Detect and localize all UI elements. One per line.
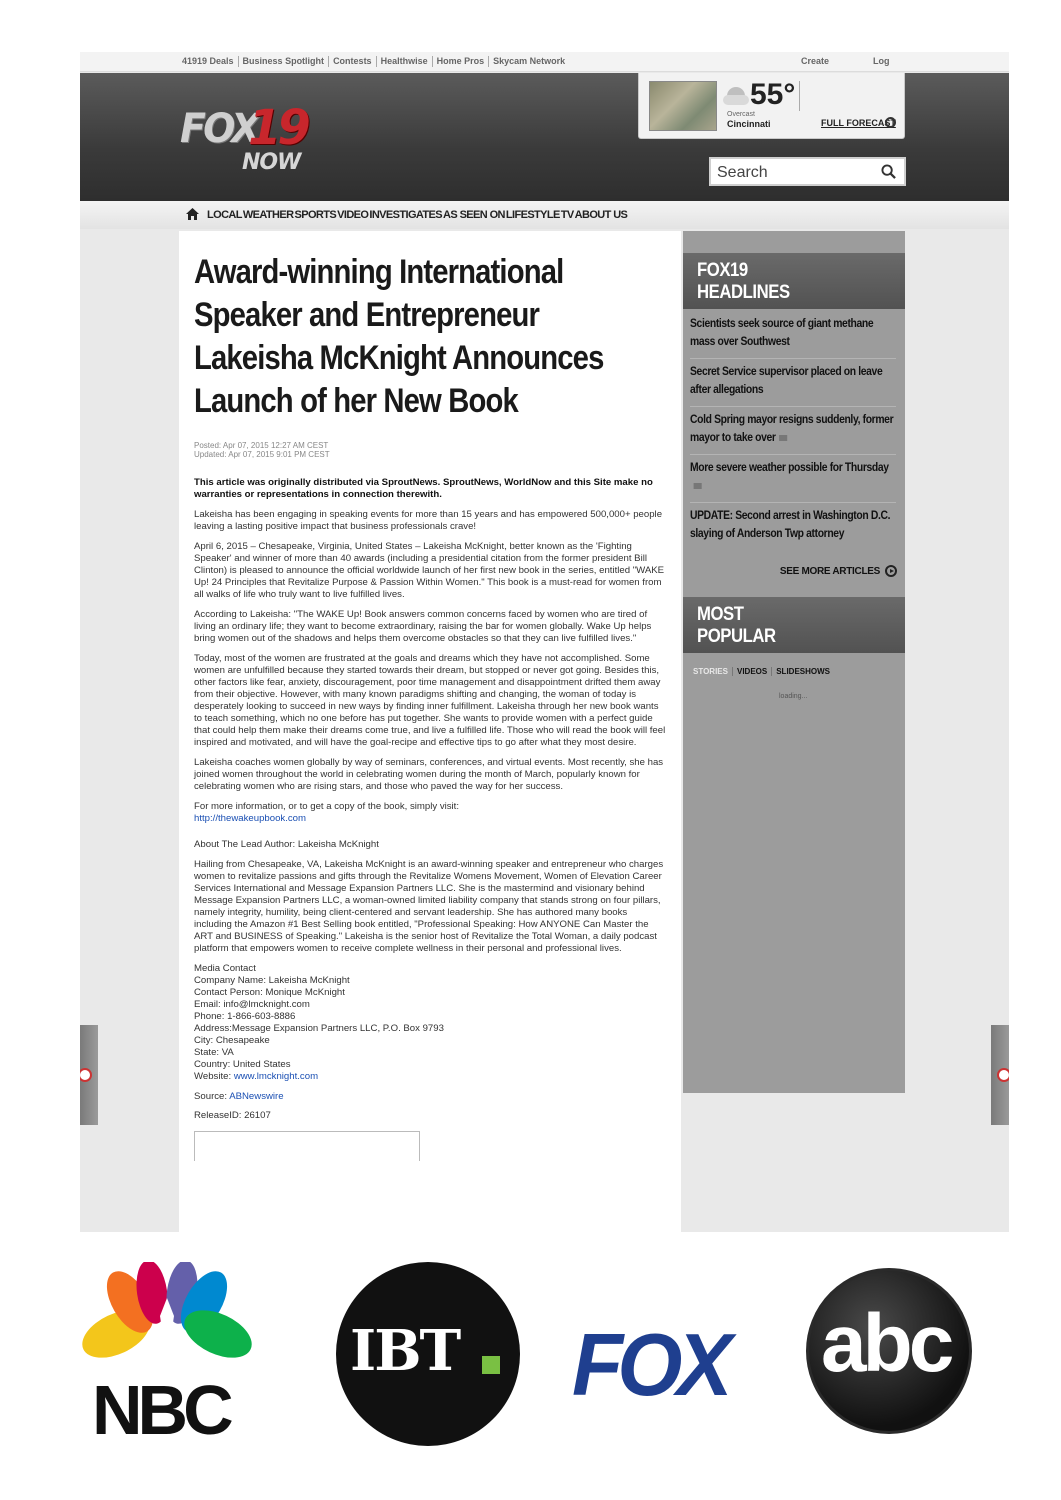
headline-item[interactable] (690, 359, 896, 407)
top-link-home-pros[interactable]: Home Pros (433, 56, 490, 67)
arrow-circle-icon[interactable] (885, 117, 896, 128)
contact-state: State: VA (194, 1047, 234, 1058)
search-icon[interactable] (881, 164, 896, 179)
popular-title-line2: POPULAR (697, 626, 776, 647)
website-label: Website: (194, 1071, 234, 1082)
full-forecast-link[interactable]: FULL FORECAST (821, 118, 896, 128)
top-link-deals[interactable]: 41919 Deals (182, 56, 239, 67)
chevron-right-icon[interactable] (80, 1068, 92, 1082)
headlines-title (697, 260, 790, 304)
top-link-skycam[interactable]: Skycam Network (493, 56, 566, 66)
posted-date: Posted: Apr 07, 2015 12:27 AM CEST (194, 441, 329, 450)
contact-heading: Media Contact (194, 963, 256, 974)
headlines-title-line1: FOX19 (697, 260, 748, 281)
popular-title-line1: MOST (697, 604, 744, 625)
article-body (179, 231, 681, 1232)
source-label: Source: (194, 1091, 230, 1102)
logo-fox-text: FOX (180, 106, 258, 152)
fox-logo: FOX (572, 1315, 727, 1414)
headlines-title-line2: HEADLINES (697, 282, 790, 303)
headline-text: UPDATE: Second arrest in Washington D.C. slaying of Anderson Twp attorney (690, 510, 891, 540)
more-info (194, 801, 667, 825)
release-id: ReleaseID: 26107 (194, 1110, 271, 1121)
weather-city: Cincinnati (727, 119, 771, 129)
weather-condition: Overcast (727, 111, 756, 118)
headlines-list (690, 311, 896, 550)
nav-lifestyle[interactable]: LIFESTYLE (505, 209, 560, 221)
most-popular-header (683, 597, 905, 653)
article-paragraph: Lakeisha coaches women globally by way of seminars, conferences, and virtual events. Most recently, she has joined women throughout the world in celebrating women during the month of March, popularly known for celebrating women who are rising stars, and those who paved the way for her success. (194, 757, 664, 792)
top-link-contests[interactable]: Contests (329, 56, 377, 67)
headline-item[interactable] (690, 311, 896, 359)
tab-stories[interactable]: STORIES (693, 667, 733, 676)
nav-local[interactable]: LOCAL (207, 209, 242, 221)
current-temperature: 55° (750, 78, 796, 111)
website-link[interactable]: www.lmcknight.com (233, 1071, 319, 1082)
home-icon[interactable] (186, 208, 199, 220)
nbc-peacock-icon (76, 1262, 258, 1372)
weather-divider (799, 81, 800, 111)
contact-website (194, 1071, 667, 1083)
network-logos (0, 1232, 1061, 1500)
article-headline: Award-winning International Speaker and Entrepreneur Lakeisha McKnight Announces Launch of her New Book (194, 253, 604, 420)
nav-video[interactable]: VIDEO (337, 209, 369, 221)
contact-address: Address:Message Expansion Partners LLC, P.O. Box 9793 (194, 1023, 444, 1034)
tab-videos[interactable]: VIDEOS (733, 667, 772, 676)
abc-text: abc (821, 1298, 951, 1389)
most-popular-title (697, 604, 776, 648)
ibt-text: IBT (350, 1318, 460, 1384)
headlines-header (683, 253, 905, 309)
site-header (80, 73, 1009, 201)
article-paragraph: Lakeisha has been engaging in speaking events for more than 15 years and has empowered 500,000+ people leaving a lasting positive impact that business professionals crave! (194, 509, 663, 532)
article-paragraph: According to Lakeisha: "The WAKE Up! Book answers common concerns faced by women who are tired of living an ordinary life; they want to become extraordinary, raising the bar for women globally. Wake Up helps bring women out of the shadows and helps them overcome obstacles so that they can live fulfilled lives." (194, 609, 652, 644)
headline-text: Secret Service supervisor placed on leave after allegations (690, 366, 883, 396)
top-link-healthwise[interactable]: Healthwise (377, 56, 433, 67)
updated-date: Updated: Apr 07, 2015 9:01 PM CEST (194, 450, 330, 459)
media-contact (194, 963, 667, 1083)
nav-sports[interactable]: SPORTS (294, 209, 337, 221)
nbc-text: NBC (92, 1371, 229, 1449)
sidebar (683, 231, 905, 1093)
contact-city: City: Chesapeake (194, 1035, 270, 1046)
nbc-logo (76, 1262, 258, 1449)
most-popular-tabs (693, 667, 834, 676)
fox19-logo[interactable] (180, 98, 315, 178)
contact-country: Country: United States (194, 1059, 291, 1070)
nav-items (207, 209, 628, 221)
comment-box[interactable] (194, 1131, 420, 1161)
browser-page (80, 52, 1009, 1232)
main-nav (80, 201, 1009, 229)
about-text: Hailing from Chesapeake, VA, Lakeisha McKnight is an award-winning speaker and entrepreneur who charges women to revitalize passions and gifts through the Revitalize Womens Movement, Women of Elevation Career Services International and Message Expansion Partners LLC. She is the mastermind and visionary behind Message Expansion Partners LLC, a woman-owned limited liability company that stands strong on four pillars, namely integrity, humility, being client-centered and servant leadership. She has authored many books including the Amazon #1 Best Selling book entitled, "Professional Speaking: How ANYONE Can Master the ART and BUSINESS of Speaking." Lakeisha is the senior host of Revitalize the Total Woman, a daily podcast platform that empowers women to receive complete wellness in their personal and professional lives. (194, 859, 664, 954)
contact-person: Contact Person: Monique McKnight (194, 987, 345, 998)
nav-investigates[interactable]: INVESTIGATES (369, 209, 443, 221)
nav-as-seen-on[interactable]: AS SEEN ON (443, 209, 505, 221)
nav-tv[interactable]: TV (560, 209, 574, 221)
ibt-green-dot (482, 1356, 500, 1374)
chevron-left-icon[interactable] (997, 1068, 1009, 1082)
next-story-tab[interactable] (991, 1025, 1009, 1125)
see-more-label: SEE MORE ARTICLES (779, 565, 880, 577)
search-input[interactable]: Search (717, 164, 768, 181)
headline-text: More severe weather possible for Thursday (690, 462, 889, 474)
weather-widget (638, 73, 905, 139)
headline-item[interactable] (690, 455, 896, 503)
prev-story-tab[interactable] (80, 1025, 98, 1125)
nav-about-us[interactable]: ABOUT US (574, 209, 628, 221)
article-paragraph: Today, most of the women are frustrated at the goals and dreams which they have not accomplished. Some women are unfulfilled because they started towards their dream, but stopped or never got going. Besides this, other factors like fear, anxiety, discouragement, poor time management and disappointment drifted them away from their objective. However, with many known paradigms shifting and changing, the woman of today is desperately looking to succeed in new ways by finding inner fulfillment. Lakeisha through her new book wants to teach something, which no one before has put together. She wants to provide women with a perfect guide that could help them make their dreams come true, and live a fulfilled life. Those who will read the book will feel inspired and motivated, and will have the goal-recipe and effective tips to go after what they most desire. (194, 653, 666, 748)
video-icon (779, 435, 787, 441)
book-link[interactable]: http://thewakeupbook.com (194, 813, 306, 824)
top-link-business-spotlight[interactable]: Business Spotlight (239, 56, 330, 67)
cloud-icon (723, 85, 751, 107)
create-link[interactable]: Create (801, 56, 830, 66)
headline-text: Cold Spring mayor resigns suddenly, former mayor to take over (690, 414, 894, 444)
ibt-logo (336, 1262, 520, 1446)
article-paragraph: April 6, 2015 – Chesapeake, Virginia, United States – Lakeisha McKnight, better known as the 'Fighting Speaker' and winner of more than 40 awards (including a presidential citation from the former president Bill Clinton) is pleased to announce the official worldwide launch of her first new book in the series, entitled "WAKE Up! 24 Principles that Revitalize Purpose & Passion Within Women." This book is a must-read for women from all walks of life who truly want to live fulfilled lives. (194, 541, 665, 600)
tab-slideshows[interactable]: SLIDESHOWS (776, 667, 830, 676)
more-info-text: For more information, or to get a copy of the book, simply visit: (194, 801, 460, 812)
abc-logo (806, 1268, 972, 1434)
top-links (182, 56, 569, 67)
contact-email: Email: info@lmcknight.com (194, 999, 310, 1010)
video-icon (694, 483, 702, 489)
article-disclaimer: This article was originally distributed via SproutNews. SproutNews, WorldNow and this Site make no warranties or representations in connection therewith. (194, 477, 653, 500)
logo-number-text: 19 (248, 100, 307, 156)
nav-weather[interactable]: WEATHER (242, 209, 294, 221)
contact-phone: Phone: 1-866-603-8886 (194, 1011, 296, 1022)
search-box[interactable] (709, 157, 906, 186)
headline-item[interactable] (690, 407, 896, 455)
contact-company: Company Name: Lakeisha McKnight (194, 975, 350, 986)
top-links-bar (80, 52, 1009, 72)
headline-item[interactable] (690, 503, 896, 550)
arrow-circle-icon (885, 565, 897, 577)
source-line (194, 1091, 667, 1102)
see-more-articles-link[interactable] (780, 565, 897, 577)
article-dates (194, 441, 667, 459)
radar-map-thumbnail[interactable] (649, 81, 717, 131)
source-link[interactable]: ABNewswire (229, 1091, 284, 1102)
login-link[interactable]: Log (873, 56, 890, 66)
about-heading: About The Lead Author: Lakeisha McKnight (194, 839, 379, 850)
loading-text: loading... (779, 693, 808, 700)
logo-now-text: NOW (242, 150, 301, 175)
headline-text: Scientists seek source of giant methane mass over Southwest (690, 318, 874, 348)
